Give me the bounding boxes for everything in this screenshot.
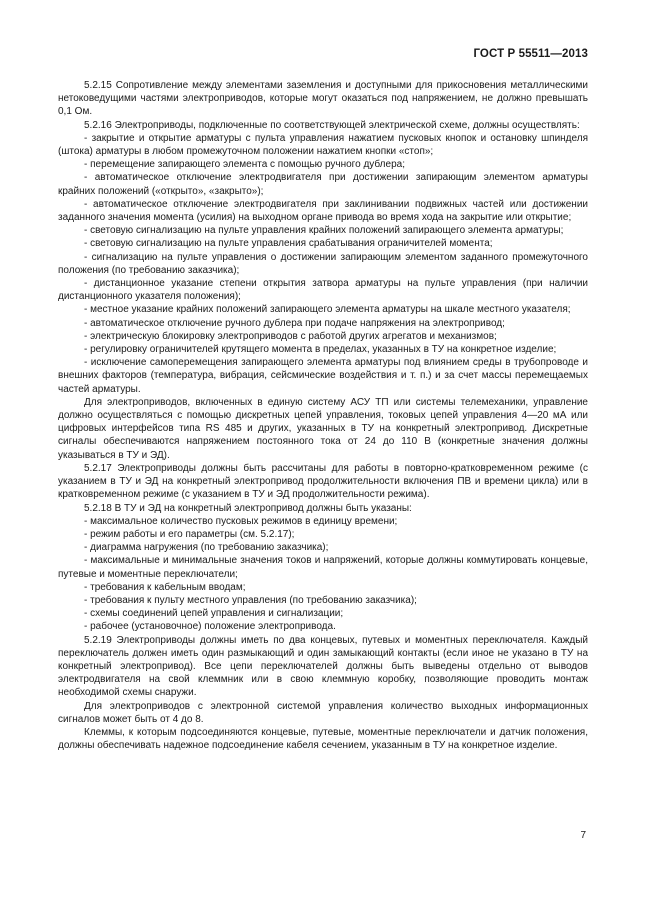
paragraph-5-2-17: 5.2.17 Электроприводы должны быть рассчитаны для работы в повторно-кратковременном режиме (с указанием в ТУ и ЭД на конкретный электропривод продолжительности включения ПВ и времени цикла) или в кратковременном режиме (с указанием в ТУ и ЭД продолжительности режима). [58, 462, 588, 501]
list-item: - световую сигнализацию на пульте управления срабатывания ограничителей момента; [84, 238, 493, 250]
document-header: ГОСТ Р 55511—2013 [473, 48, 588, 60]
list-item: - местное указание крайних положений запирающего элемента арматуры на шкале местного указателя; [84, 304, 571, 316]
list-item: - сигнализацию на пульте управления о достижении запирающим элементом заданного промежуточного положения (по требованию заказчика); [58, 251, 588, 276]
list-item: - автоматическое отключение ручного дублера при подаче напряжения на электропривод; [84, 317, 505, 329]
list-item: - автоматическое отключение электродвигателя при достижении запирающим элементом арматуры крайних положений («открыто», «закрыто»); [58, 172, 588, 197]
list-item: - режим работы и его параметры (см. 5.2.17); [84, 528, 295, 540]
list-item: - максимальное количество пусковых режимов в единицу времени; [84, 515, 398, 527]
list-item: - рабочее (установочное) положение электропривода. [84, 621, 336, 633]
list-item: - автоматическое отключение электродвигателя при заклинивании подвижных частей или достижении заданного значения момента (усилия) на выходном органе привода во время хода на закрытие или открытие; [58, 198, 588, 224]
list-item: - электрическую блокировку электроприводов с работой других агрегатов и механизмов; [84, 330, 497, 342]
paragraph-asu-tp: Для электроприводов, включенных в единую систему АСУ ТП или системы телемеханики, управление должно осуществляться с помощью дискретных цепей управления, токовых цепей управления 4—20 мА или цифровых интерфейсов типа RS 485 и других, указанных в ТУ на конкретный электропривод. Дискретные сигналы обеспечиваются напряжением постоянного тока от 24 до 110 В (конкретные значения должны указываться в ТУ и ЭД). [58, 396, 588, 461]
paragraph-5-2-16: 5.2.16 Электроприводы, подключенные по соответствующей электрической схеме, должны осуществлять: [84, 119, 580, 131]
list-item: - диаграмма нагружения (по требованию заказчика); [84, 542, 329, 554]
paragraph-electronic-control: Для электроприводов с электронной системой управления количество выходных информационных сигналов может быть от 4 до 8. [58, 700, 588, 725]
list-item: - закрытие и открытие арматуры с пульта управления нажатием пусковых кнопок и остановку шпинделя (штока) арматуры в любом промежуточном положении нажатием кнопки «стоп»; [58, 132, 588, 158]
list-item: - регулировку ограничителей крутящего момента в пределах, указанных в ТУ на конкретное изделие; [84, 344, 557, 356]
list-item: - дистанционное указание степени открытия затвора арматуры на пульте управления (при наличии дистанционного указателя положения); [58, 278, 588, 303]
list-item: - требования к кабельным вводам; [84, 581, 246, 593]
paragraph-5-2-18: 5.2.18 В ТУ и ЭД на конкретный электропривод должны быть указаны: [84, 502, 412, 514]
list-item: - перемещение запирающего элемента с помощью ручного дублера; [84, 159, 405, 171]
list-item: - требования к пульту местного управления (по требованию заказчика); [84, 594, 417, 606]
paragraph-5-2-19: 5.2.19 Электроприводы должны иметь по два концевых, путевых и моментных переключателя. Каждый переключатель должен иметь один размыкающий и один замыкающий контакты (если иное не указано в ТУ на конкретный электропривод). Все цепи переключателей должны быть выведены отдельно от выводов электродвигателя на свой клеммник или в свою клеммную коробку, позволяющие проводить монтаж необходимой схемы снаружи. [58, 634, 588, 699]
list-item: - исключение самоперемещения запирающего элемента арматуры под влиянием среды в трубопроводе и внешних факторов (температура, вибрация, сейсмические воздействия и т. п.) и за счет массы перемещаемых частей арматуры. [58, 357, 588, 395]
page-number: 7 [580, 830, 586, 841]
paragraph-5-2-15: 5.2.15 Сопротивление между элементами заземления и доступными для прикосновения металлическими нетоковедущими частями электроприводов, которые могут оказаться под напряжением, не должно превышать 0,1 Ом. [58, 80, 588, 118]
list-item: - световую сигнализацию на пульте управления крайних положений запирающего элемента арматуры; [84, 225, 564, 237]
paragraph-terminals: Клеммы, к которым подсоединяются концевые, путевые, моментные переключатели и датчик положения, должны обеспечивать надежное подсоединение кабеля сечением, указанным в ТУ на конкретное изделие. [58, 726, 588, 752]
list-item: - схемы соединений цепей управления и сигнализации; [84, 608, 344, 620]
list-item: - максимальные и минимальные значения токов и напряжений, которые должны коммутировать концевые, путевые и моментные переключатели; [58, 555, 588, 580]
document-body [58, 79, 588, 752]
